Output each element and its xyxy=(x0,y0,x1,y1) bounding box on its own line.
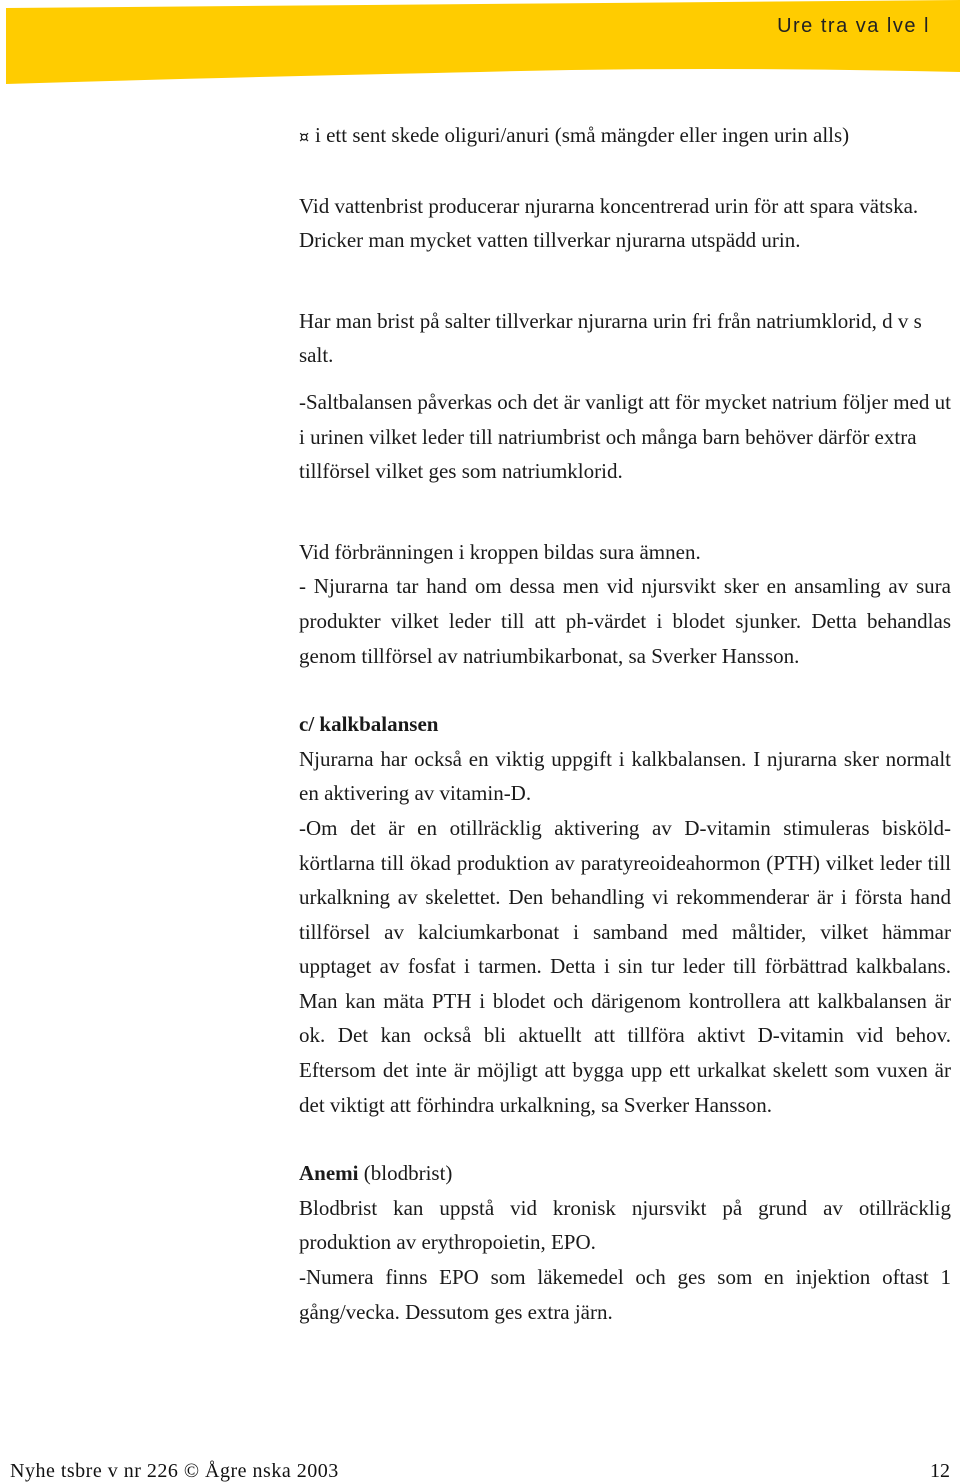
paragraph-kalk-intro: Njurarna har också en viktig uppgift i kalkbalansen. I njurarna sker normalt en aktivering av vitamin-D. xyxy=(299,746,951,806)
heading-anemi: Anemi (blodbrist) xyxy=(299,1161,453,1186)
header-title: Ure tra va lve l xyxy=(777,15,930,37)
bullet-text: i ett sent skede oliguri/anuri (små mängder eller ingen urin alls) xyxy=(315,123,850,147)
bullet-icon: ¤ xyxy=(299,127,310,146)
footer-newsletter-info: Nyhe tsbre v nr 226 © Ågre nska 2003 xyxy=(10,1460,339,1482)
paragraph-anemi-epo: -Numera finns EPO som läkemedel och ges som en injektion oftast 1 gång/vecka. Dessutom ges extra järn. xyxy=(299,1265,951,1324)
paragraph-forbranning: Vid förbränningen i kroppen bildas sura ämnen. xyxy=(299,539,701,564)
paragraph-salter: Har man brist på salter tillverkar njurarna urin fri från natriumklorid, d v s salt. xyxy=(299,308,922,368)
paragraph-anemi-intro: Blodbrist kan uppstå vid kronisk njursvikt på grund av otillräcklig produktion av erythropoietin, EPO. xyxy=(299,1195,951,1255)
paragraph-njurarna-sura: - Njurarna tar hand om dessa men vid njursvikt sker en ansamling av sura produkter vilket leder till att ph-värdet i blodet sjunker. Detta behandlas genom tillförsel av natriumbikarbonat, sa Sverker Hansson. xyxy=(299,574,951,668)
page-number: 12 xyxy=(930,1460,950,1482)
bullet-item xyxy=(299,118,951,155)
heading-kalkbalansen: c/ kalkbalansen xyxy=(299,712,439,737)
header-banner xyxy=(0,0,960,90)
paragraph-vattenbrist: Vid vattenbrist producerar njurarna koncentrerad urin för att spara vätska. Dricker man mycket vatten tillverkar njurarna utspädd urin. xyxy=(299,193,919,253)
article-body xyxy=(299,118,951,1329)
paragraph-saltbalansen: -Saltbalansen påverkas och det är vanligt att för mycket natrium följer med ut i urinen vilket leder till natriumbrist och många barn behöver därför extra tillförsel vilket ges som natriumklorid. xyxy=(299,389,951,484)
paragraph-kalk-detail: -Om det är en otillräcklig aktivering av D-vitamin stimuleras bisköld-körtlarna till ökad produktion av paratyreoideahormon (PTH) vilket leder till urkalkning av skelettet. Den behandling vi rekommenderar är i första hand tillförsel av kalciumkarbonat i samband med måltider, vilket hämmar upptaget av fosfat i tarmen. Detta i sin tur leder till förbättrad kalkbalans. Man kan mäta PTH i blodet och därigenom kontrollera att kalkbalansen är ok. Det kan också bli aktuellt att tillföra aktivt D-vitamin vid behov. Eftersom det inte är möjligt att bygga upp ett urkalkat skelett som vuxen är det viktigt att förhindra urkalkning, sa Sverker Hansson. xyxy=(299,815,951,1117)
